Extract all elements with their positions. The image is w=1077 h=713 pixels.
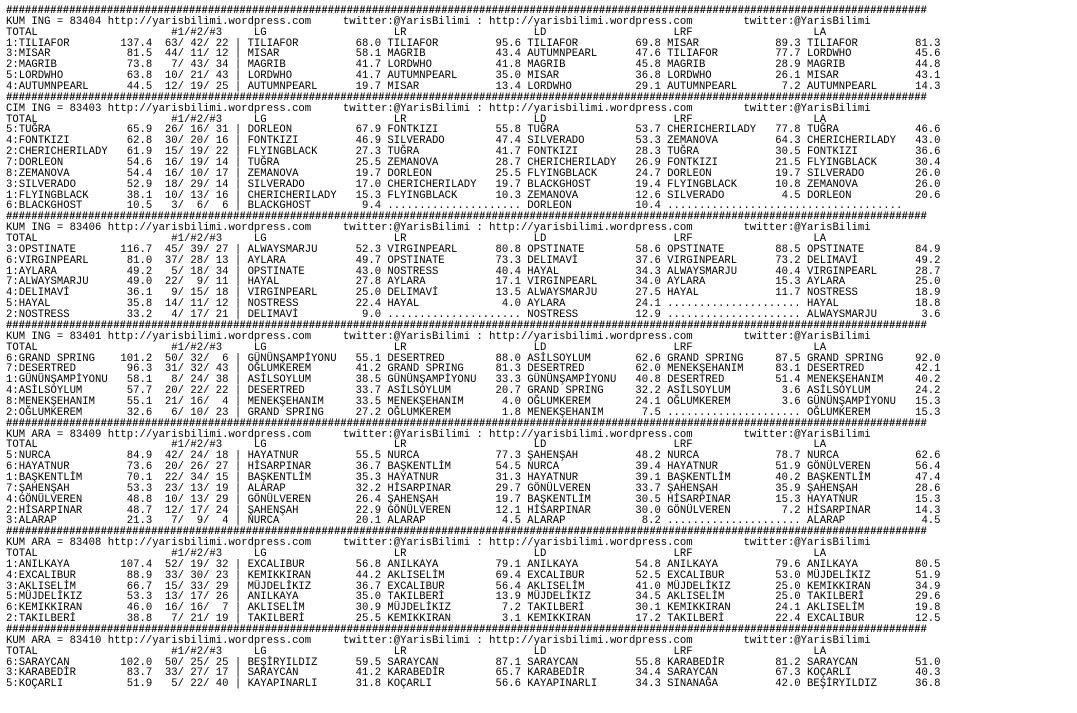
- block-2-line-8: 1:FLYINGBLACK 38.1 10/ 13/ 16 | CHERICHERILADY 15.3 FLYINGBLACK 10.3 ZEMANOVA 12.6 SILVERADO 4.5 DORLEON 20.6: [6, 189, 941, 202]
- block-4-line-0: KUM ING = 83401 http://yarisbilimi.wordpress.com twitter:@YarisBilimi : http://yarisbilimi.wordpress.com twitter:@YarisBilimi: [6, 330, 871, 343]
- separator-line: ##################################################################################################################################################: [6, 91, 927, 104]
- block-4-line-7: 2:OĞLUMKEREM 32.6 6/ 10/ 23 | GRAND SPRING 27.2 OĞLUMKEREM 1.8 MENEKŞEHANIM 7.5 ..................... OĞLUMKEREM 15.3: [6, 406, 941, 419]
- block-5-line-2: 5:NURCA 84.9 42/ 24/ 18 | HAYATNUR 55.5 NURCA 77.3 ŞAHENŞAH 48.2 NURCA 78.7 NURCA 62.6: [6, 450, 941, 463]
- block-7-line-0: KUM ARA = 83410 http://yarisbilimi.wordpress.com twitter:@YarisBilimi : http://yarisbilimi.wordpress.com twitter:@YarisBilimi: [6, 634, 871, 647]
- block-5-line-3: 6:HAYATNUR 73.6 20/ 26/ 27 | HİSARPINAR 36.7 BAŞKENTLİM 54.5 NURCA 39.4 HAYATNUR 51.9 GÖNÜLVEREN 56.4: [6, 461, 941, 474]
- block-2-line-9: 6:BLACKGHOST 10.5 3/ 6/ 6 | BLACKGHOST 9.4 ..................... DORLEON 10.4 .....................................: [6, 200, 903, 213]
- block-2-line-6: 8:ZEMANOVA 54.4 16/ 10/ 17 | ZEMANOVA 19.7 DORLEON 25.5 FLYINGBLACK 24.7 DORLEON 19.7 SILVERADO 26.0: [6, 167, 941, 180]
- block-7-line-4: 5:KOÇARLI 51.9 5/ 22/ 40 | KAYAPINARLI 31.8 KOÇARLI 56.6 KAYAPINARLI 34.3 SINANAĞA 42.0 BEŞİRYILDIZ 36.8: [6, 678, 941, 691]
- separator-line: ##################################################################################################################################################: [6, 623, 927, 636]
- block-5-line-5: 7:ŞAHENŞAH 53.3 23/ 13/ 19 | ALARAP 32.2 HİSARPINAR 29.7 GÖNÜLVEREN 33.7 ŞAHENŞAH 35.9 ŞAHENŞAH 28.6: [6, 482, 941, 495]
- block-4-line-4: 1:GÜNÜNŞAMPİYONU 58.1 8/ 24/ 38 | ASİLSOYLUM 38.5 GÜNÜNŞAMPİYONU 33.3 GÜNÜNŞAMPİYONU 40.8 DESERTRED 51.4 MENEKŞEHANIM 40.2: [6, 374, 941, 387]
- block-2-line-1: TOTAL #1/#2/#3 LG LR LD LRF LA: [6, 113, 827, 126]
- block-3-line-6: 4:DELIMAVİ 36.1 9/ 15/ 18 | VIRGINPEARL 25.0 DELIMAVİ 13.5 ALWAYSMARJU 27.5 HAYAL 11.7 NOSTRESS 18.9: [6, 287, 941, 300]
- separator-line: ##################################################################################################################################################: [6, 211, 927, 224]
- block-6-line-4: 3:AKLISELİM 66.7 15/ 33/ 29 | MÜJDELİKIZ 36.7 EXCALIBUR 56.4 AKLISELİM 41.0 MÜJDELİKIZ 25.0 KEMIKKIRAN 34.9: [6, 580, 941, 593]
- block-4-line-2: 6:GRAND SPRING 101.2 50/ 32/ 6 | GÜNÜNŞAMPİYONU 55.1 DESERTRED 88.0 ASİLSOYLUM 62.6 GRAND SPRING 87.5 GRAND SPRING 92.0: [6, 352, 941, 365]
- block-3-line-2: 3:OPSTINATE 116.7 45/ 39/ 27 | ALWAYSMARJU 52.3 VIRGINPEARL 80.8 OPSTINATE 58.6 OPSTINATE 88.5 OPSTINATE 84.9: [6, 243, 941, 256]
- block-4-line-6: 8:MENEKŞEHANIM 55.1 21/ 16/ 4 | MENEKŞEHANIM 33.5 MENEKŞEHANIM 4.0 OĞLUMKEREM 24.1 OĞLUMKEREM 3.6 GÜNÜNŞAMPİYONU 15.3: [6, 395, 941, 408]
- block-7-line-1: TOTAL #1/#2/#3 LG LR LD LRF LA: [6, 645, 827, 658]
- block-6-line-5: 5:MÜJDELİKIZ 53.3 13/ 17/ 26 | ANILKAYA 35.0 TAKILBERİ 13.9 MÜJDELİKIZ 34.5 AKLISELİM 25.0 TAKILBERİ 29.6: [6, 591, 941, 604]
- block-2-line-4: 2:CHERICHERILADY 61.9 15/ 19/ 22 | FLYINGBLACK 27.3 TUĞRA 41.7 FONTKIZI 28.3 TUĞRA 30.5 FONTKIZI 36.6: [6, 146, 941, 159]
- block-2-line-2: 5:TUĞRA 65.9 26/ 16/ 31 | DORLEON 67.9 FONTKIZI 55.8 TUĞRA 53.7 CHERICHERILADY 77.8 TUĞRA 46.6: [6, 124, 941, 137]
- block-3-line-5: 7:ALWAYSMARJU 49.0 22/ 9/ 11 | HAYAL 27.8 AYLARA 17.1 VIRGINPEARL 34.0 AYLARA 15.3 AYLARA 25.0: [6, 276, 941, 289]
- block-1-line-2: 1:TILIAFOR 137.4 63/ 42/ 22 | TILIAFOR 68.0 TILIAFOR 95.6 TILIAFOR 69.8 MISAR 89.3 TILIAFOR 81.3: [6, 37, 941, 50]
- separator-line: ##################################################################################################################################################: [6, 319, 927, 332]
- block-3-line-0: KUM ING = 83406 http://yarisbilimi.wordpress.com twitter:@YarisBilimi : http://yarisbilimi.wordpress.com twitter:@YarisBilimi: [6, 222, 871, 235]
- block-6-line-3: 4:EXCALIBUR 88.9 33/ 30/ 23 | KEMIKKIRAN 44.2 AKLISELİM 69.4 EXCALIBUR 52.5 EXCALIBUR 53.0 MÜJDELİKIZ 51.9: [6, 569, 941, 582]
- block-3-line-8: 2:NOSTRESS 33.2 4/ 17/ 21 | DELIMAVİ 9.0 ..................... NOSTRESS 12.9 ..................... ALWAYSMARJU 3.6: [6, 309, 941, 322]
- block-1-line-3: 3:MISAR 81.5 44/ 11/ 12 | MISAR 58.1 MAGRIB 43.4 AUTUMNPEARL 47.6 TILIAFOR 77.7 LORDWHO 45.6: [6, 48, 941, 61]
- block-5-line-7: 2:HİSARPINAR 48.7 12/ 17/ 24 | ŞAHENŞAH 22.9 GÖNÜLVEREN 12.1 HİSARPINAR 30.0 GÖNÜLVEREN 7.2 HİSARPINAR 14.3: [6, 504, 941, 517]
- block-6-line-6: 6:KEMIKKIRAN 46.0 16/ 16/ 7 | AKLISELİM 30.9 MÜJDELİKIZ 7.2 TAKILBERİ 30.1 KEMIKKIRAN 24.1 AKLISELİM 19.8: [6, 602, 941, 615]
- block-1-line-6: 4:AUTUMNPEARL 44.5 12/ 19/ 25 | AUTUMNPEARL 19.7 MISAR 13.4 LORDWHO 29.1 AUTUMNPEARL 7.2 AUTUMNPEARL 14.3: [6, 81, 941, 94]
- block-7-line-2: 6:SARAYCAN 102.0 50/ 25/ 25 | BEŞİRYILDIZ 59.5 SARAYCAN 87.1 SARAYCAN 55.8 KARABEDİR 81.2 SARAYCAN 51.0: [6, 656, 941, 669]
- block-1-line-5: 5:LORDWHO 63.8 10/ 21/ 43 | LORDWHO 41.7 AUTUMNPEARL 35.0 MISAR 36.8 LORDWHO 26.1 MISAR 43.1: [6, 70, 941, 83]
- block-7-line-3: 3:KARABEDİR 83.7 33/ 27/ 17 | SARAYCAN 41.2 KARABEDİR 65.7 KARABEDİR 34.4 SARAYCAN 67.3 KOÇARLI 40.3: [6, 667, 941, 680]
- block-2-line-5: 7:DORLEON 54.6 16/ 19/ 14 | TUĞRA 25.5 ZEMANOVA 28.7 CHERICHERILADY 26.9 FONTKIZI 21.5 FLYINGBLACK 30.4: [6, 157, 941, 170]
- separator-line: ##################################################################################################################################################: [6, 5, 927, 17]
- block-1-line-1: TOTAL #1/#2/#3 LG LR LD LRF LA: [6, 26, 827, 39]
- block-3-line-7: 5:HAYAL 35.8 14/ 11/ 12 | NOSTRESS 22.4 HAYAL 4.0 AYLARA 24.1 ..................... HAYAL 18.8: [6, 298, 941, 311]
- block-6-line-1: TOTAL #1/#2/#3 LG LR LD LRF LA: [6, 547, 827, 560]
- block-3-line-4: 1:AYLARA 49.2 5/ 18/ 34 | OPSTINATE 43.0 NOSTRESS 40.4 HAYAL 34.3 ALWAYSMARJU 40.4 VIRGINPEARL 28.7: [6, 265, 941, 278]
- block-3-line-3: 6:VIRGINPEARL 81.0 37/ 28/ 13 | AYLARA 49.7 OPSTINATE 73.3 DELIMAVİ 37.6 VIRGINPEARL 73.2 DELIMAVİ 49.2: [6, 254, 941, 267]
- block-4-line-1: TOTAL #1/#2/#3 LG LR LD LRF LA: [6, 341, 827, 354]
- block-6-line-0: KUM ARA = 83408 http://yarisbilimi.wordpress.com twitter:@YarisBilimi : http://yarisbilimi.wordpress.com twitter:@YarisBilimi: [6, 537, 871, 550]
- block-2-line-3: 4:FONTKIZI 62.8 30/ 20/ 16 | FONTKIZI 46.9 SILVERADO 47.4 SILVERADO 53.3 ZEMANOVA 64.3 CHERICHERILADY 43.0: [6, 135, 941, 148]
- block-6-line-7: 2:TAKILBERİ 38.8 7/ 21/ 19 | TAKILBERİ 25.5 KEMIKKIRAN 3.1 KEMIKKIRAN 17.2 TAKILBERİ 22.4 EXCALIBUR 12.5: [6, 613, 941, 626]
- block-4-line-3: 7:DESERTRED 96.3 31/ 32/ 43 | OĞLUMKEREM 41.2 GRAND SPRING 81.3 DESERTRED 62.0 MENEKŞEHANIM 83.1 DESERTRED 42.1: [6, 363, 941, 376]
- block-2-line-0: CIM ING = 83403 http://yarisbilimi.wordpress.com twitter:@YarisBilimi : http://yarisbilimi.wordpress.com twitter:@YarisBilimi: [6, 102, 871, 115]
- block-2-line-7: 3:SILVERADO 52.9 18/ 29/ 14 | SILVERADO 17.0 CHERICHERILADY 19.7 BLACKGHOST 19.4 FLYINGBLACK 10.8 ZEMANOVA 26.0: [6, 178, 941, 191]
- block-5-line-0: KUM ARA = 83409 http://yarisbilimi.wordpress.com twitter:@YarisBilimi : http://yarisbilimi.wordpress.com twitter:@YarisBilimi: [6, 428, 871, 441]
- block-5-line-4: 1:BAŞKENTLİM 70.1 22/ 34/ 15 | BAŞKENTLİM 35.3 HAYATNUR 31.3 HAYATNUR 39.1 BAŞKENTLİM 40.2 BAŞKENTLİM 47.4: [6, 471, 941, 484]
- block-1-line-4: 2:MAGRIB 73.8 7/ 43/ 34 | MAGRIB 41.7 LORDWHO 41.8 MAGRIB 45.8 MAGRIB 28.9 MAGRIB 44.8: [6, 59, 941, 72]
- separator-line: ##################################################################################################################################################: [6, 526, 927, 539]
- block-3-line-1: TOTAL #1/#2/#3 LG LR LD LRF LA: [6, 233, 827, 246]
- block-1-line-0: KUM ING = 83404 http://yarisbilimi.wordpress.com twitter:@YarisBilimi : http://yarisbilimi.wordpress.com twitter:@YarisBilimi: [6, 15, 871, 28]
- block-5-line-8: 3:ALARAP 21.3 7/ 9/ 4 | NURCA 20.1 ALARAP 4.5 ALARAP 8.2 ..................... ALARAP 4.5: [6, 515, 941, 528]
- block-6-line-2: 1:ANILKAYA 107.4 52/ 19/ 32 | EXCALIBUR 56.8 ANILKAYA 79.1 ANILKAYA 54.8 ANILKAYA 79.6 ANILKAYA 80.5: [6, 558, 941, 571]
- block-5-line-6: 4:GÖNÜLVEREN 48.8 10/ 13/ 29 | GÖNÜLVEREN 26.4 ŞAHENŞAH 19.7 BAŞKENTLİM 30.5 HİSARPINAR 15.3 HAYATNUR 15.3: [6, 493, 941, 506]
- separator-line: ##################################################################################################################################################: [6, 417, 927, 430]
- block-5-line-1: TOTAL #1/#2/#3 LG LR LD LRF LA: [6, 439, 827, 452]
- block-4-line-5: 4:ASİLSOYLUM 57.7 20/ 22/ 22 | DESERTRED 33.7 ASİLSOYLUM 20.7 GRAND SPRING 32.2 ASİLSOYLUM 3.6 ASİLSOYLUM 24.2: [6, 385, 941, 398]
